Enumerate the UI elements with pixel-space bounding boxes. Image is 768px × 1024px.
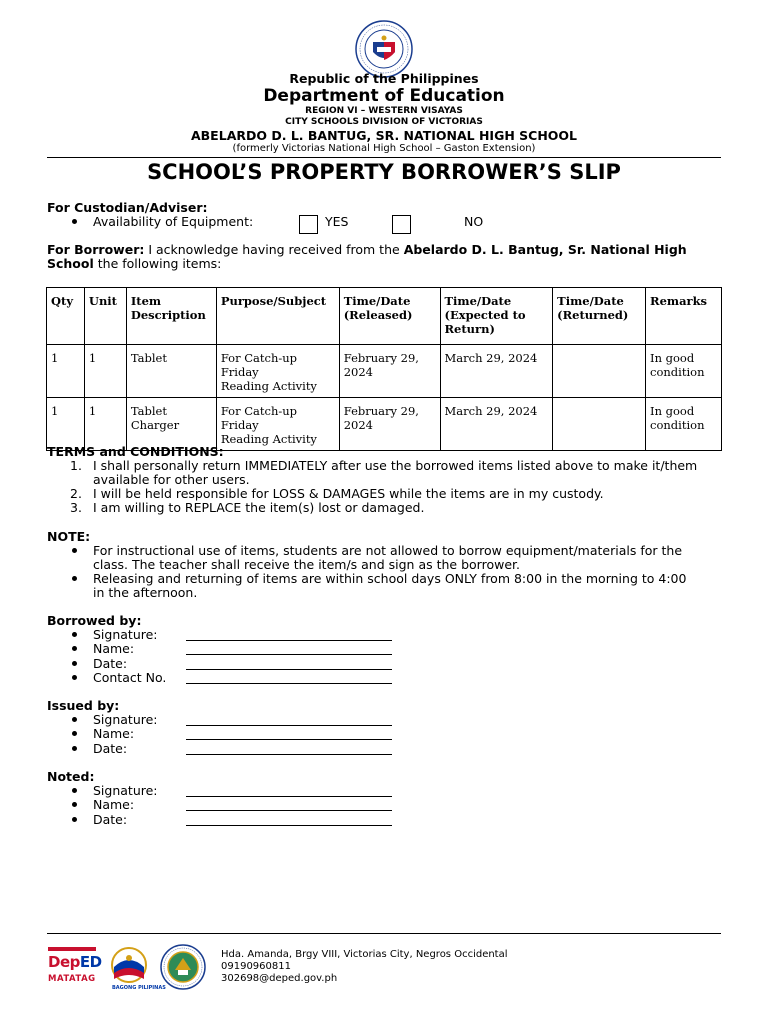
cell-time-date-released (339, 345, 440, 398)
note-text: For instructional use of items, students are not allowed to borrow equipment/materials for the (93, 543, 683, 558)
term-number: 1. (70, 458, 82, 473)
borrower-school-name-cont: School (47, 256, 94, 271)
cell-text: Tablet (130, 351, 167, 365)
note-text: in the afternoon. (93, 585, 198, 600)
signature-blank-line[interactable] (186, 654, 392, 655)
header-text: Item (130, 294, 162, 308)
field-label: Date: (93, 655, 128, 671)
cell-text: March 29, 2024 (444, 351, 538, 365)
bagong-pilipinas-label: BAGONG PILIPINAS (112, 985, 166, 991)
header-text: Qty (51, 294, 74, 308)
school-formerly-note: (formerly Victorias National High School – Gaston Extension) (232, 143, 536, 154)
department-heading: Department of Education (263, 86, 505, 106)
borrower-text-cont: the following items: (93, 256, 222, 271)
cell-purpose-subject (216, 345, 339, 398)
bullet (72, 717, 77, 722)
field-label: Date: (93, 811, 128, 827)
bullet (72, 731, 77, 736)
division-heading: CITY SCHOOLS DIVISION OF VICTORIAS (285, 117, 483, 127)
term-text: I am willing to REPLACE the item(s) lost or damaged. (93, 500, 425, 515)
header-purpose-subject (216, 288, 339, 345)
yes-checkbox[interactable] (299, 215, 318, 234)
bullet (72, 632, 77, 637)
footer-phone: 09190960811 (221, 961, 291, 972)
cell-text: March 29, 2024 (444, 404, 538, 418)
header-text: (Returned) (557, 308, 629, 322)
noted-heading: Noted: (47, 769, 95, 784)
note-heading: NOTE: (47, 529, 91, 544)
term-number: 3. (70, 500, 82, 515)
term-text: I will be held responsible for LOSS & DAMAGES while the items are in my custody. (93, 486, 604, 501)
bullet (72, 576, 77, 581)
deped-seal-icon (355, 20, 413, 78)
borrowed-items-table (46, 287, 722, 451)
cell-time-date-expected-return (440, 398, 553, 451)
cell-text: February 29, (343, 351, 419, 365)
no-label: NO (464, 214, 484, 229)
bullet (72, 219, 77, 224)
cell-text: 1 (51, 351, 59, 365)
table-row (47, 345, 722, 398)
cell-text: February 29, (343, 404, 419, 418)
cell-text: condition (650, 418, 705, 432)
header-remarks (646, 288, 722, 345)
borrowed-by-heading: Borrowed by: (47, 613, 142, 628)
region-heading: REGION VI – WESTERN VISAYAS (305, 106, 463, 116)
republic-heading: Republic of the Philippines (289, 71, 479, 86)
field-label: Date: (93, 740, 128, 756)
term-text: I shall personally return IMMEDIATELY after use the borrowed items listed above to make it/them (93, 458, 698, 473)
field-label: Name: (93, 726, 135, 742)
cell-text: condition (650, 365, 705, 379)
table-header-row (47, 288, 722, 345)
cell-time-date-expected-return (440, 345, 553, 398)
signature-blank-line[interactable] (186, 739, 392, 740)
footer-email[interactable]: 302698@deped.gov.ph (221, 973, 338, 984)
cell-text: 1 (88, 351, 97, 365)
signature-blank-line[interactable] (186, 725, 392, 726)
cell-time-date-returned (553, 398, 646, 451)
cell-qty (47, 345, 85, 398)
cell-time-date-released (339, 398, 440, 451)
cell-item-description (126, 398, 216, 451)
cell-text: Tablet Charger (130, 404, 180, 432)
bagong-pilipinas-logo-icon (106, 945, 152, 985)
bullet (72, 675, 77, 680)
school-seal-icon (160, 944, 206, 990)
header-item-description (126, 288, 216, 345)
cell-text: In good (650, 351, 695, 365)
yes-label: YES (325, 214, 349, 229)
availability-label: Availability of Equipment: (93, 214, 254, 229)
header-text: Time/Date (557, 294, 624, 308)
header-divider (47, 157, 721, 158)
header-text: Time/Date (343, 294, 411, 308)
field-label: Name: (93, 797, 135, 813)
header-time-date-expected-return (440, 288, 553, 345)
bullet (72, 746, 77, 751)
field-label: Signature: (93, 627, 158, 642)
header-text: Description (130, 308, 206, 322)
header-text: (Expected to (444, 308, 526, 322)
bullet (72, 802, 77, 807)
custodian-heading: For Custodian/Adviser: (47, 200, 208, 215)
page-title: SCHOOL’S PROPERTY BORROWER’S SLIP (147, 160, 621, 184)
footer-divider (47, 933, 721, 934)
field-label: Signature: (93, 712, 158, 727)
cell-text: 2024 (343, 365, 373, 379)
header-time-date-released (339, 288, 440, 345)
cell-text: 1 (88, 404, 97, 418)
cell-text: Reading Activity (220, 379, 317, 393)
note-text: class. The teacher shall receive the item/s and sign as the borrower. (93, 557, 520, 572)
header-qty (47, 288, 85, 345)
cell-remarks (646, 398, 722, 451)
header-text: Return) (444, 322, 495, 336)
deped-logo-text-blue: ED (79, 953, 102, 971)
terms-heading: TERMS and CONDITIONS: (47, 444, 224, 459)
cell-text: 1 (51, 404, 59, 418)
term-text: available for other users. (93, 472, 250, 487)
cell-unit (84, 398, 126, 451)
cell-text: Reading Activity (220, 432, 317, 446)
header-text: Time/Date (444, 294, 512, 308)
signature-blank-line[interactable] (186, 640, 392, 641)
signature-blank-line[interactable] (186, 754, 392, 755)
cell-text: 2024 (343, 418, 373, 432)
header-text: Remarks (650, 294, 708, 308)
issued-by-heading: Issued by: (47, 698, 120, 713)
cell-text: For Catch-up Friday (220, 404, 298, 432)
bullet (72, 788, 77, 793)
cell-qty (47, 398, 85, 451)
signature-blank-line[interactable] (186, 796, 392, 797)
bullet (72, 646, 77, 651)
borrower-acknowledgment-line2 (47, 257, 221, 271)
no-checkbox[interactable] (392, 215, 411, 234)
signature-blank-line[interactable] (186, 825, 392, 826)
borrower-acknowledgment-line1 (47, 243, 687, 257)
field-label: Signature: (93, 783, 158, 798)
cell-item-description (126, 345, 216, 398)
school-heading: ABELARDO D. L. BANTUG, SR. NATIONAL HIGH SCHOOL (190, 128, 578, 143)
signature-blank-line[interactable] (186, 683, 392, 684)
bullet (72, 817, 77, 822)
field-label: Name: (93, 641, 135, 657)
footer-address: Hda. Amanda, Brgy VIII, Victorias City, Negros Occidental (221, 949, 508, 960)
header-time-date-returned (553, 288, 646, 345)
term-number: 2. (70, 486, 82, 501)
cell-time-date-returned (553, 345, 646, 398)
bullet (72, 548, 77, 553)
signature-blank-line[interactable] (186, 810, 392, 811)
borrower-text: I acknowledge having received from the (144, 242, 404, 257)
header-text: (Released) (343, 308, 413, 322)
table-row (47, 398, 722, 451)
deped-logo (48, 953, 102, 971)
bullet (72, 661, 77, 666)
deped-logo-bar-icon (48, 947, 96, 951)
cell-purpose-subject (216, 398, 339, 451)
signature-blank-line[interactable] (186, 669, 392, 670)
deped-logo-text-red: Dep (48, 953, 80, 971)
borrower-school-name: Abelardo D. L. Bantug, Sr. National High (403, 242, 687, 257)
cell-text: For Catch-up Friday (220, 351, 298, 379)
cell-text: In good (650, 404, 695, 418)
note-text: Releasing and returning of items are within school days ONLY from 8:00 in the morning to 4:00 (93, 571, 687, 586)
cell-unit (84, 345, 126, 398)
matatag-logo: MATATAG (48, 974, 96, 984)
field-label: Contact No. (93, 669, 167, 685)
borrower-label: For Borrower: (47, 242, 145, 257)
cell-remarks (646, 345, 722, 398)
header-unit (84, 288, 126, 345)
header-text: Purpose/Subject (220, 294, 327, 308)
header-text: Unit (88, 294, 117, 308)
